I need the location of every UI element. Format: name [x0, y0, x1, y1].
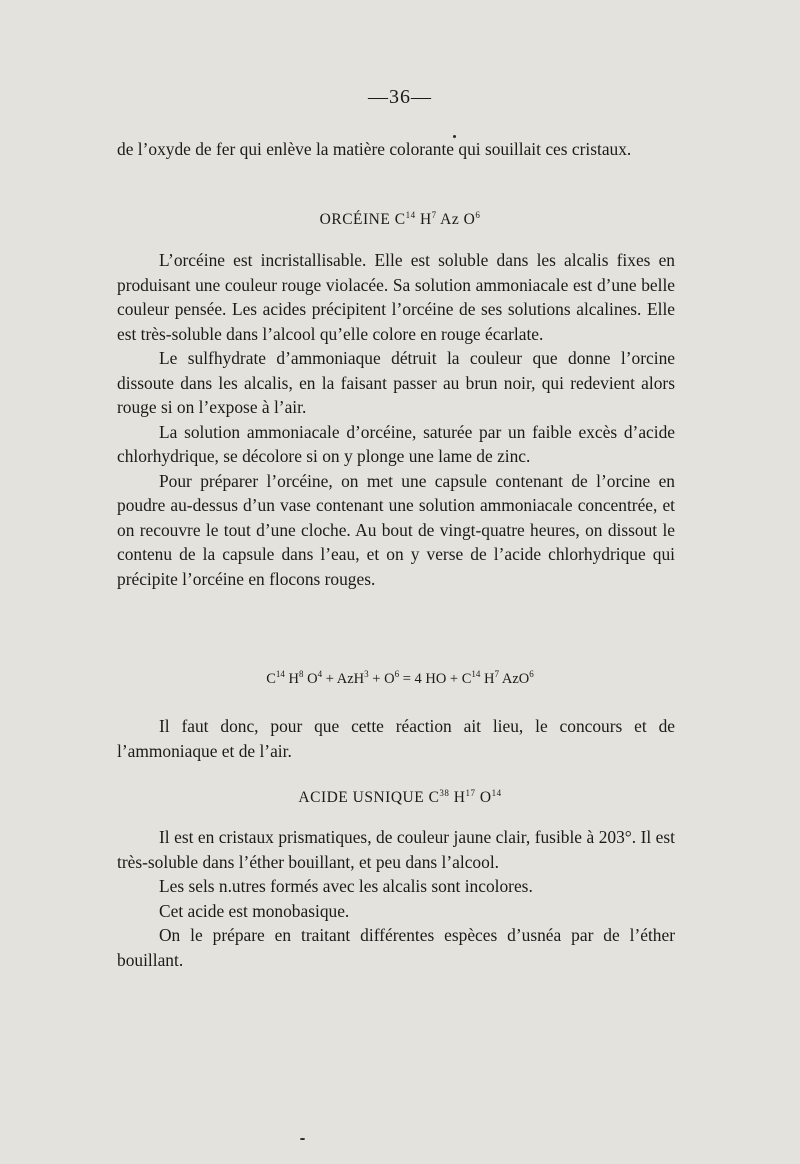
orceine-body	[117, 248, 675, 591]
paragraph-text: Il faut donc, pour que cette réaction ait lieu, le concours et de l’ammoniaque et de l’air.	[117, 716, 675, 761]
heading-name: ACIDE USNIQUE	[298, 789, 425, 806]
page-number: —36—	[368, 86, 432, 108]
usnique-body	[117, 825, 675, 972]
reaction-formula: $C^{14}$ $H^8$ $O^4 + AzH^3 + O^6 = 4$ HO + $C^{14}$ $H^7$ AzO$^6$	[266, 669, 534, 687]
orceine-heading: ORCÉINE $C^{14}$ $H^7$ Az $O^6$	[319, 210, 481, 228]
paragraph-text: Les sels n.utres formés avec les alcalis sont incolores.	[159, 876, 533, 896]
paragraph-text: La solution ammoniacale d’orcéine, saturée par un faible excès d’acide chlorhydrique, se décolore si on y plonge une lame de zinc.	[117, 421, 675, 466]
heading-name: ORCÉINE	[319, 211, 391, 228]
usnique-heading: ACIDE USNIQUE $C^{38}$ $H^{17}$ $O^{14}$	[298, 788, 502, 806]
paragraph-text: Le sulfhydrate d’ammoniaque détruit la couleur que donne l’orcine dissoute dans les alcalis, en la faisant passer au brun noir, qui redevient alors rouge si on l’expose à l’air.	[117, 348, 675, 417]
paragraph-text: Cet acide est monobasique.	[159, 900, 350, 921]
paragraph-text: de l’oxyde de fer qui enlève la matière colorante qui souillait ces cristaux.	[117, 139, 632, 159]
paragraph-text: Pour préparer l’orcéine, on met une capsule contenant de l’orcine en poudre au-dessus d’un vase contenant une solution ammoniacale concentrée, et on recouvre le tout d’une cloche. Au bout de vingt-quatre heures, on dissout le contenu de la capsule dans l’eau, et on y verse de l’acide chlorhydrique qui précipite l’orcéine en flocons rouges.	[117, 470, 675, 589]
ink-speck	[300, 1138, 305, 1140]
paragraph-text: Il est en cristaux prismatiques, de couleur jaune clair, fusible à 203°. Il est très-soluble dans l’éther bouillant, et peu dans l’alcool.	[117, 827, 675, 872]
paragraph-text: L’orcéine est incristallisable. Elle est soluble dans les alcalis fixes en produisant une couleur rouge violacée. Sa solution ammoniacale est d’une belle couleur pensée. Les acides précipitent l’orcéine de ses solutions alcalines. Elle est très-soluble dans l’alcool qu’elle colore en rouge écarlate.	[117, 250, 675, 344]
paragraph-text: On le prépare en traitant différentes espèces d’usnéa par de l’éther bouillant.	[117, 925, 675, 970]
reaction-note	[117, 714, 675, 763]
intro-paragraph	[117, 137, 675, 162]
